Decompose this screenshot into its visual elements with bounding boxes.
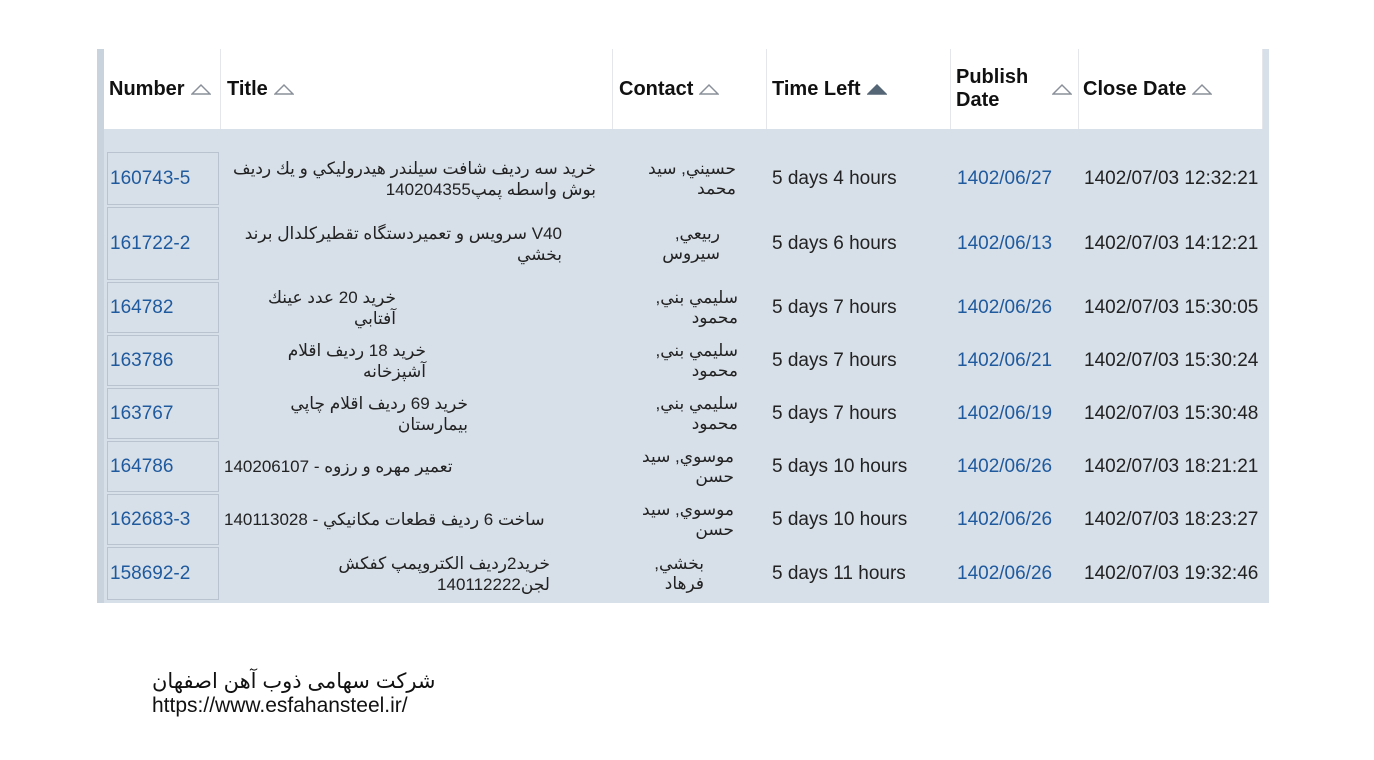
tender-number-link[interactable]: 163786: [110, 349, 174, 371]
publish-date-link[interactable]: 1402/06/19: [957, 402, 1053, 424]
publish-date-link[interactable]: 1402/06/13: [957, 232, 1053, 254]
sort-ascending-outline-icon[interactable]: [1192, 83, 1212, 95]
number-cell: [107, 388, 219, 439]
tender-contact: موسوي, سيد حسن: [642, 446, 734, 486]
tender-contact: سليمي بني, محمود: [655, 287, 738, 327]
table-row: [104, 388, 1263, 439]
column-label: Contact: [619, 77, 694, 100]
time-left: 5 days 7 hours: [772, 349, 897, 371]
table-row: [104, 152, 1263, 205]
tender-number-link[interactable]: 160743-5: [110, 167, 191, 189]
tender-number-link[interactable]: 158692-2: [110, 562, 191, 584]
publish-date-link[interactable]: 1402/06/27: [957, 167, 1053, 189]
footer-caption: [152, 669, 436, 718]
tender-title: خريد سه رديف شافت سيلندر هيدروليكي و يك رديف بوش واسطه پمپ140204355: [233, 158, 596, 199]
tender-number-link[interactable]: 163767: [110, 402, 174, 424]
number-cell: [107, 282, 219, 333]
close-date: 1402/07/03 18:23:27: [1084, 508, 1259, 530]
close-date: 1402/07/03 14:12:21: [1084, 232, 1259, 254]
tender-title: V40 سرويس و تعميردستگاه تقطيركلدال برند بخشي: [244, 223, 562, 264]
publish-date-link[interactable]: 1402/06/26: [957, 508, 1053, 530]
publish-date-link[interactable]: 1402/06/26: [957, 296, 1053, 318]
close-date: 1402/07/03 12:32:21: [1084, 167, 1259, 189]
table-row: [104, 207, 1263, 280]
publish-date-link[interactable]: 1402/06/26: [957, 562, 1053, 584]
column-header-close-date[interactable]: [1079, 49, 1263, 129]
number-cell: [107, 547, 219, 600]
tender-title: خريد2رديف الكتروپمپ كفكش لجن140112222: [338, 553, 550, 594]
column-label: Publish Date: [956, 66, 1029, 111]
table-header: [104, 49, 1263, 129]
number-cell: [107, 494, 219, 545]
column-header-time-left[interactable]: [767, 49, 951, 129]
close-date: 1402/07/03 15:30:24: [1084, 349, 1259, 371]
column-header-title[interactable]: [221, 49, 613, 129]
time-left: 5 days 6 hours: [772, 232, 897, 254]
publish-date-link[interactable]: 1402/06/26: [957, 455, 1053, 477]
tender-contact: سليمي بني, محمود: [655, 340, 738, 380]
column-label: Close Date: [1083, 77, 1187, 100]
time-left: 5 days 7 hours: [772, 296, 897, 318]
sort-ascending-filled-icon[interactable]: [867, 83, 887, 95]
close-date: 1402/07/03 19:32:46: [1084, 562, 1259, 584]
tenders-table: [97, 49, 1269, 603]
sort-ascending-outline-icon[interactable]: [1052, 83, 1072, 95]
sort-ascending-outline-icon[interactable]: [191, 83, 211, 95]
column-label: Number: [109, 77, 185, 100]
time-left: 5 days 11 hours: [772, 562, 906, 584]
publish-date-link[interactable]: 1402/06/21: [957, 349, 1053, 371]
tender-title: ساخت 6 رديف قطعات مكانيكي - 140113028: [224, 510, 545, 529]
table-row: [104, 335, 1263, 386]
tender-contact: ربيعي, سيروس: [662, 223, 720, 263]
company-name: شرکت سهامی ذوب آهن اصفهان: [152, 670, 436, 693]
number-cell: [107, 207, 219, 280]
time-left: 5 days 10 hours: [772, 455, 908, 477]
tender-title: خريد 69 رديف اقلام چاپي بيمارستان: [290, 393, 468, 434]
number-cell: [107, 152, 219, 205]
tender-number-link[interactable]: 161722-2: [110, 232, 191, 254]
column-header-number[interactable]: [104, 49, 221, 129]
tender-title: خريد 20 عدد عينك آفتابي: [267, 287, 396, 328]
table-row: [104, 494, 1263, 545]
company-url: https://www.esfahansteel.ir/: [152, 694, 408, 717]
table-row: [104, 282, 1263, 333]
tender-contact: حسيني, سيد محمد: [648, 158, 736, 198]
tender-title: تعمير مهره و رزوه - 140206107: [224, 457, 453, 476]
close-date: 1402/07/03 18:21:21: [1084, 455, 1259, 477]
tender-contact: موسوي, سيد حسن: [642, 499, 734, 539]
sort-ascending-outline-icon[interactable]: [699, 83, 719, 95]
close-date: 1402/07/03 15:30:05: [1084, 296, 1259, 318]
time-left: 5 days 10 hours: [772, 508, 908, 530]
number-cell: [107, 335, 219, 386]
table-row: [104, 441, 1263, 492]
column-header-publish-date[interactable]: [951, 49, 1079, 129]
close-date: 1402/07/03 15:30:48: [1084, 402, 1259, 424]
table-left-border: [97, 49, 104, 603]
tender-contact: بخشي, فرهاد: [654, 553, 704, 593]
time-left: 5 days 7 hours: [772, 402, 897, 424]
column-label: Title: [227, 77, 268, 100]
tender-number-link[interactable]: 162683-3: [110, 508, 191, 530]
tender-number-link[interactable]: 164782: [110, 296, 174, 318]
tender-contact: سليمي بني, محمود: [655, 393, 738, 433]
table-row: [104, 547, 1263, 600]
number-cell: [107, 441, 219, 492]
tender-title: خريد 18 رديف اقلام آشپزخانه: [287, 340, 426, 381]
column-label: Time Left: [772, 77, 861, 100]
tender-number-link[interactable]: 164786: [110, 455, 174, 477]
column-header-contact[interactable]: [613, 49, 767, 129]
sort-ascending-outline-icon[interactable]: [274, 83, 294, 95]
time-left: 5 days 4 hours: [772, 167, 897, 189]
